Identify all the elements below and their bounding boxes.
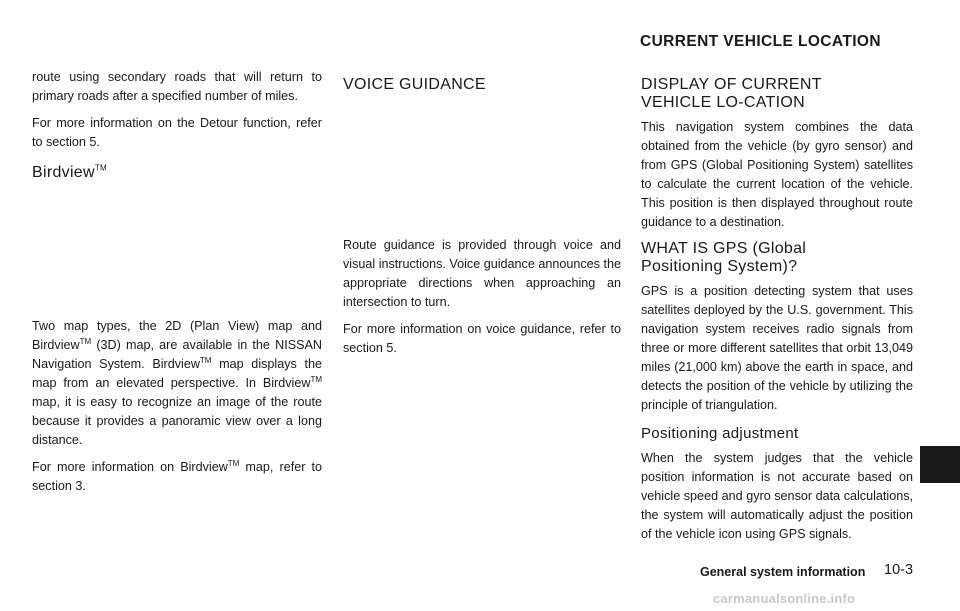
text-segment: map displays the map from an elevated perspective. In Birdview (32, 357, 322, 390)
text-segment: map, it is easy to recognize an image of the route because it provides a panoramic view over a long distance. (32, 395, 322, 447)
paragraph-gps: GPS is a position detecting system that uses satellites deployed by the U.S. government. This navigation system receives radio signals from three or more different satellites that orbit 13,049 miles (21,000 km) above the earth in space, and detects the position of the vehicle by utilizing the principle of triangulation. (641, 284, 913, 412)
trademark-mark: TM (94, 163, 108, 173)
paragraph-birdview-reference (32, 458, 322, 496)
text-segment: Two map types, the 2D (Plan View) map and Birdview (32, 319, 322, 352)
heading-birdview-text: Birdview (32, 164, 95, 181)
heading-birdview (32, 164, 322, 182)
trademark-mark: TM (227, 458, 240, 468)
heading-positioning-adjustment: Positioning adjustment (641, 425, 799, 442)
paragraph-map-types (32, 317, 322, 450)
watermark: carmanualsonline.info (713, 591, 856, 606)
trademark-mark: TM (199, 355, 212, 365)
column-left (32, 68, 322, 504)
paragraph-detour-continued: route using secondary roads that will return to primary roads after a specified number of miles. (32, 70, 322, 103)
heading-display-location: DISPLAY OF CURRENT VEHICLE LO-CATION (641, 76, 822, 111)
section-tab-marker (920, 446, 960, 483)
heading-what-is-gps: WHAT IS GPS (Global Positioning System)? (641, 240, 807, 275)
trademark-mark: TM (310, 374, 322, 384)
paragraph-detour-reference: For more information on the Detour function, refer to section 5. (32, 116, 322, 149)
paragraph-voice-reference: For more information on voice guidance, refer to section 5. (343, 322, 621, 355)
trademark-mark: TM (79, 336, 92, 346)
page-number: 10-3 (884, 562, 914, 578)
paragraph-positioning-adjustment: When the system judges that the vehicle position information is not accurate based on vehicle speed and gyro sensor data calculations, the system will automatically adjust the position of the vehicle icon using GPS signals. (641, 451, 913, 541)
text-segment: For more information on Birdview (32, 460, 228, 474)
paragraph-display-location: This navigation system combines the data obtained from the vehicle (by gyro sensor) and from GPS (Global Positioning System) satellites to calculate the current location of the vehicle. This position is then displayed throughout route guidance to a destination. (641, 120, 913, 229)
footer-section-label: General system information (700, 565, 866, 579)
section-title: CURRENT VEHICLE LOCATION (640, 33, 881, 50)
text-segment: (3D) map, are available in the NISSAN Navigation System. Birdview (32, 338, 322, 371)
column-right (641, 76, 913, 552)
figure-space (343, 94, 621, 236)
paragraph-voice-guidance: Route guidance is provided through voice and visual instructions. Voice guidance announces the appropriate directions when approaching an intersection to turn. (343, 238, 621, 309)
text-segment: map, refer to section 3. (32, 460, 322, 493)
heading-voice-guidance: VOICE GUIDANCE (343, 76, 486, 93)
figure-space (32, 182, 322, 317)
column-middle (343, 68, 621, 366)
